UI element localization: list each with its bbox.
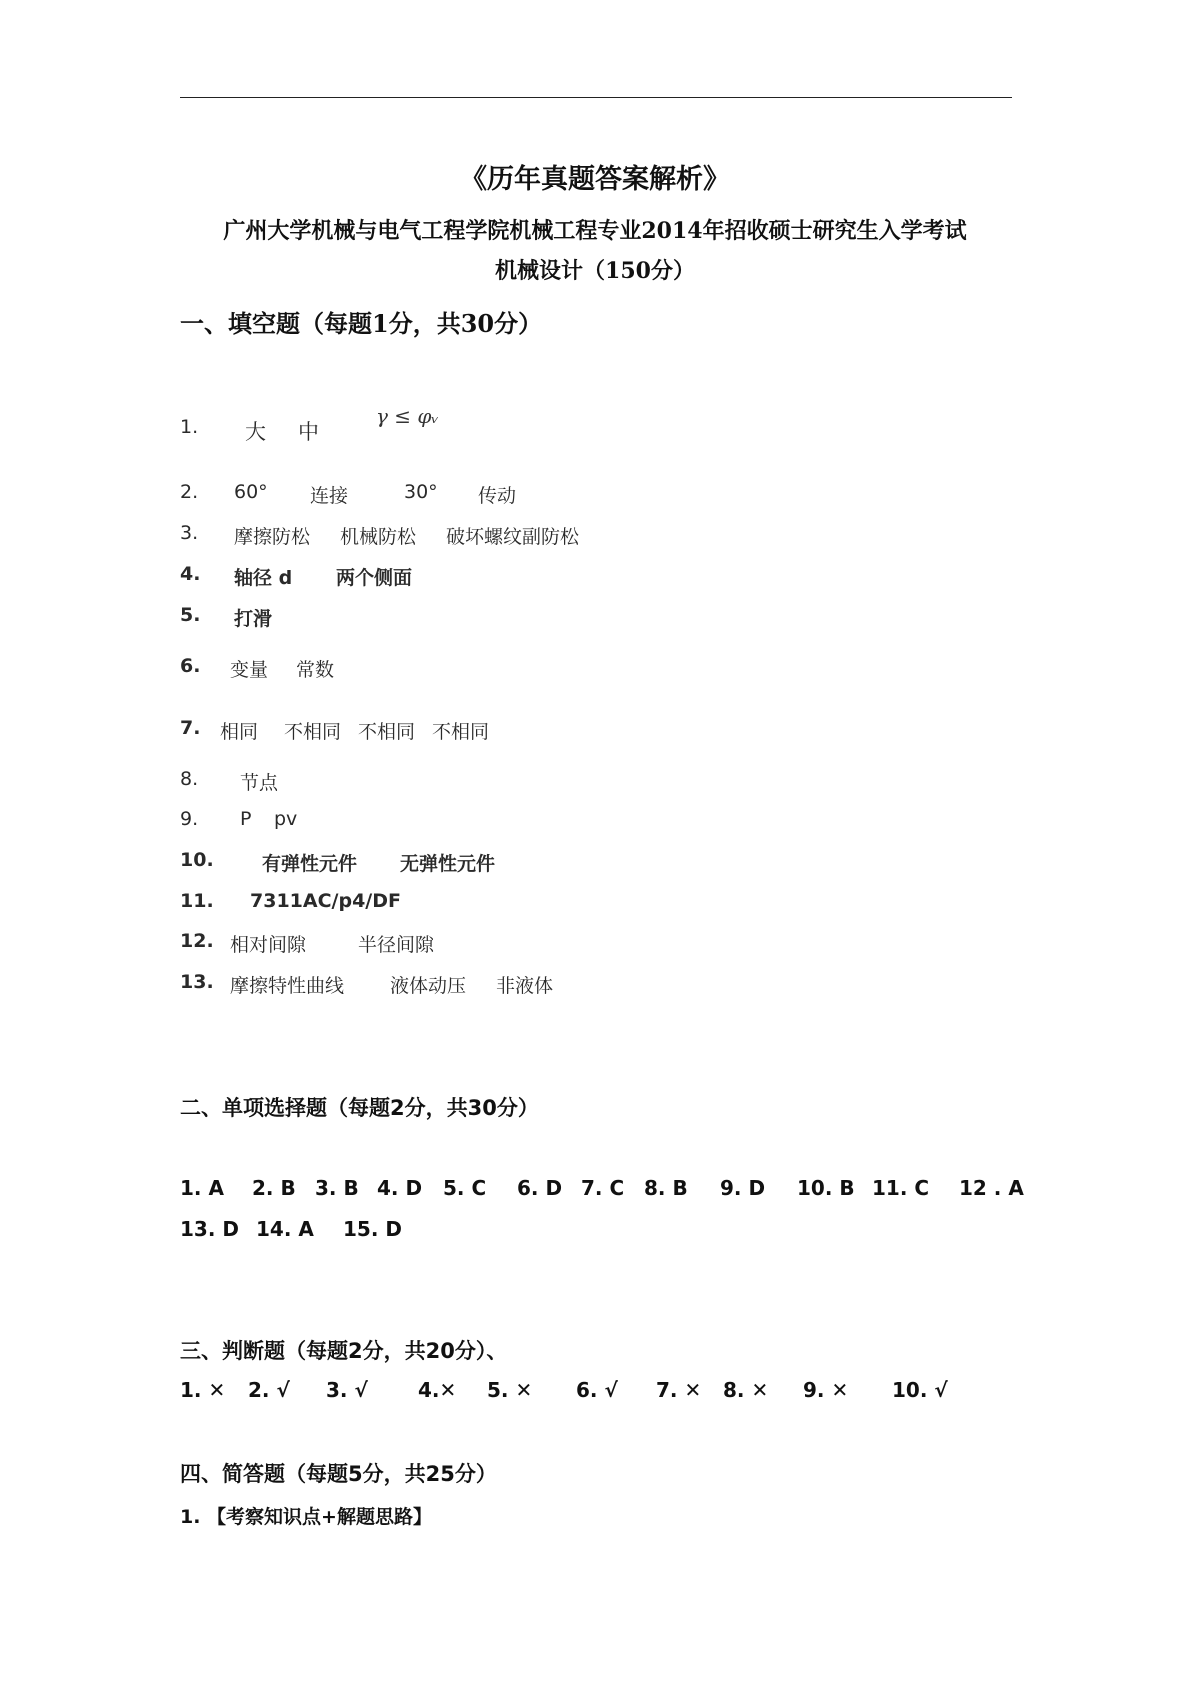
course-title: 机械设计（150分） bbox=[495, 258, 695, 284]
gamma-phi-formula: γ ≤ φᵥ bbox=[376, 404, 439, 428]
document-title: 《历年真题答案解析》 bbox=[460, 164, 730, 195]
section2-heading: 二、单项选择题（每题2分，共30分） bbox=[180, 1096, 539, 1120]
section1-heading: 一、填空题（每题1分，共30分） bbox=[180, 309, 543, 338]
document-subtitle: 广州大学机械与电气工程学院机械工程专业2014年招收硕士研究生入学考试 bbox=[223, 218, 967, 244]
section3-heading: 三、判断题（每题2分，共20分）、 bbox=[180, 1339, 508, 1363]
section4-heading: 四、简答题（每题5分，共25分） bbox=[180, 1462, 497, 1486]
header-rule bbox=[180, 97, 1012, 98]
short-answer-item-1: 1. 【考察知识点+解题思路】 bbox=[180, 1506, 432, 1528]
